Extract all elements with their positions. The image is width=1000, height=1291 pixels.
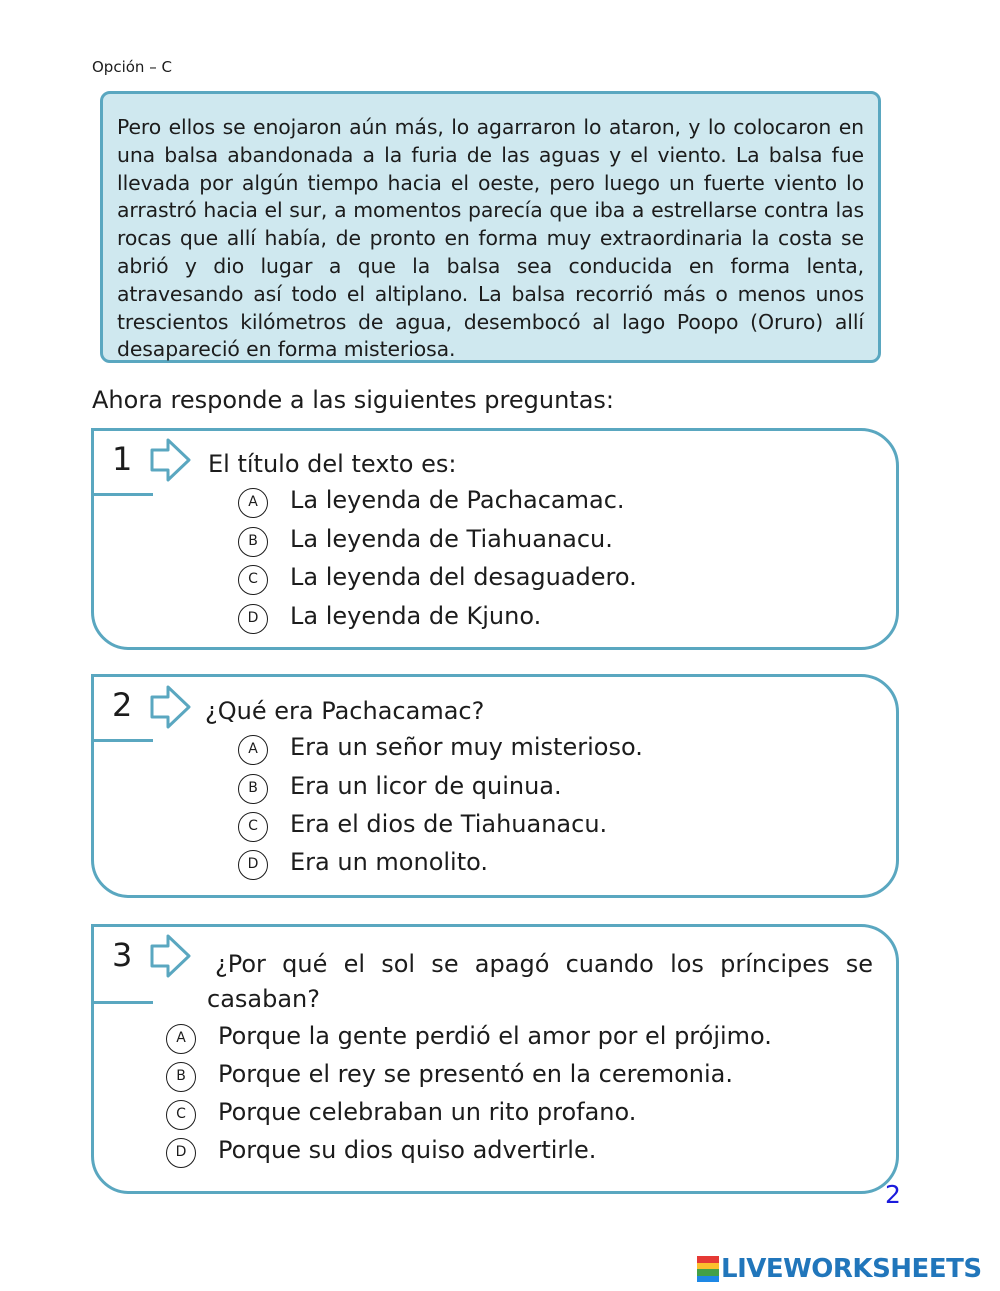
question-3-option-c-text: Porque celebraban un rito profano. (218, 1098, 637, 1126)
liveworksheets-logo[interactable] (697, 1254, 982, 1284)
question-3-option-d-radio[interactable]: D (166, 1138, 196, 1168)
page-number: 2 (885, 1180, 901, 1209)
question-1-option-d-text: La leyenda de Kjuno. (290, 602, 542, 630)
question-1-option-c-text: La leyenda del desaguadero. (290, 563, 637, 591)
question-1-option-a-radio[interactable]: A (238, 488, 268, 518)
logo-mark-icon (697, 1256, 719, 1282)
header-label: Opción – C (92, 58, 172, 76)
question-1-option-c-radio[interactable]: C (238, 565, 268, 595)
question-2-option-a-radio[interactable]: A (238, 735, 268, 765)
question-3-option-d-text: Porque su dios quiso advertirle. (218, 1136, 597, 1164)
question-2-option-d-radio[interactable]: D (238, 850, 268, 880)
reading-passage (100, 91, 881, 363)
arrow-right-icon (150, 934, 192, 978)
instruction-text: Ahora responde a las siguientes preguntas: (92, 386, 614, 414)
arrow-right-icon (150, 438, 192, 482)
question-3-option-b-radio[interactable]: B (166, 1062, 196, 1092)
passage-text: Pero ellos se enojaron aún más, lo agarraron lo ataron, y lo colocaron en una balsa abandonada a la furia de las aguas y el viento. La balsa fue llevada por algún tiempo hacia el oeste, pero luego un fuerte viento lo arrastró hacia el sur, a momentos parecía que iba a estrellarse contra las rocas que allí había, de pronto en forma muy extraordinaria la costa se abrió y dio lugar a que la balsa sea conducida en forma lenta, atravesando así todo el altiplano. La balsa recorrió más o menos unos trescientos kilómetros de agua, desembocó al lago Poopo (Oruro) allí desapareció en forma misteriosa. (117, 115, 864, 362)
arrow-right-icon (150, 685, 192, 729)
question-3-option-a-text: Porque la gente perdió el amor por el prójimo. (218, 1022, 772, 1050)
question-3-number: 3 (91, 924, 153, 1004)
question-2-text: ¿Qué era Pachacamac? (205, 697, 485, 725)
question-1-option-b-radio[interactable]: B (238, 527, 268, 557)
question-1-option-d-radio[interactable]: D (238, 604, 268, 634)
question-3-text-line-2: casaban? (207, 985, 321, 1013)
question-3-option-c-radio[interactable]: C (166, 1100, 196, 1130)
question-2-number: 2 (91, 674, 153, 742)
question-1-option-a-text: La leyenda de Pachacamac. (290, 486, 625, 514)
question-1-number: 1 (91, 428, 153, 496)
question-2-option-d-text: Era un monolito. (290, 848, 489, 876)
question-2-option-b-text: Era un licor de quinua. (290, 772, 562, 800)
question-3-option-a-radio[interactable]: A (166, 1024, 196, 1054)
question-2-option-a-text: Era un señor muy misterioso. (290, 733, 643, 761)
question-2-option-c-text: Era el dios de Tiahuanacu. (290, 810, 608, 838)
question-1-text: El título del texto es: (208, 450, 457, 478)
question-2-option-b-radio[interactable]: B (238, 774, 268, 804)
question-2-option-c-radio[interactable]: C (238, 812, 268, 842)
logo-text: LIVEWORKSHEETS (721, 1254, 982, 1284)
question-1-option-b-text: La leyenda de Tiahuanacu. (290, 525, 613, 553)
question-3-text-line-1: ¿Por qué el sol se apagó cuando los príncipes se (215, 950, 873, 978)
question-3-option-b-text: Porque el rey se presentó en la ceremonia. (218, 1060, 733, 1088)
